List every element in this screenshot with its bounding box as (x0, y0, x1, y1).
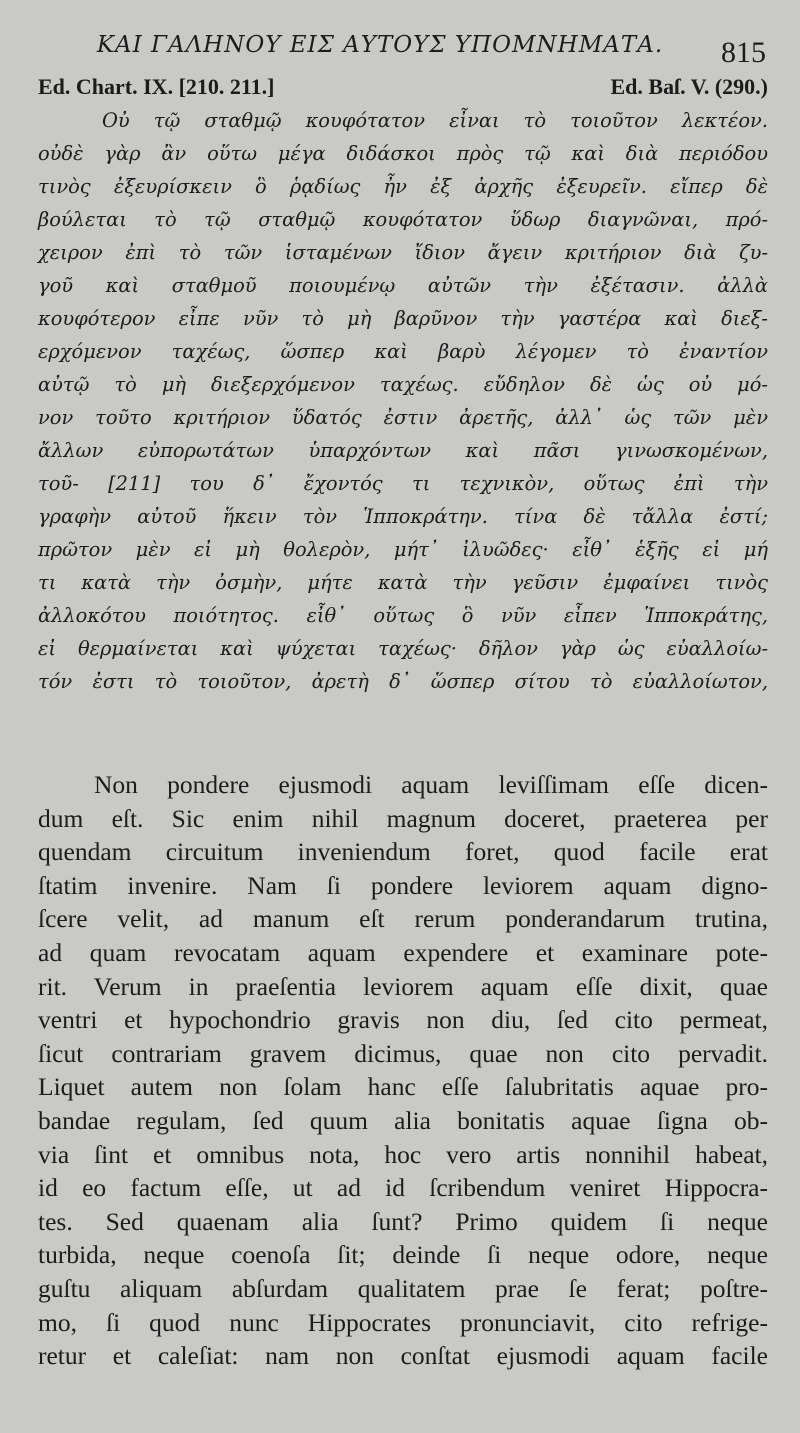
text-line: οὐδὲ γὰρ ἂν οὕτω μέγα διδάσκοι πρὸς τῷ καὶ διὰ περιόδου (38, 142, 768, 165)
text-line: γοῦ καὶ σταθμοῦ ποιουμένῳ αὐτῶν τὴν ἐξέτασιν. ἀλλὰ (38, 274, 768, 297)
text-line: ερχόμενον ταχέως, ὥσπερ καὶ βαρὺ λέγομεν τὸ ἐναντίον (38, 340, 768, 363)
text-line: ſtatim invenire. Nam ſi pondere leviorem aquam digno- (38, 870, 768, 900)
page-number: 815 (721, 36, 766, 69)
text-line: ἀλλοκότου ποιότητος. εἶθ᾽ οὕτως ὃ νῦν εἶπεν Ἱπποκράτης, (38, 604, 768, 627)
text-line: id eo factum eſſe, ut ad id ſcribendum veniret Hippocra- (38, 1173, 768, 1203)
text-line: τόν ἐστι τὸ τοιοῦτον, ἀρετὴ δ᾽ ὥσπερ σίτου τὸ εὐαλλοίωτον, (38, 670, 768, 693)
text-line: dum eſt. Sic enim nihil magnum doceret, praeterea per (38, 803, 768, 833)
text-line: rit. Verum in praeſentia leviorem aquam eſſe dixit, quae (38, 971, 768, 1001)
text-line: πρῶτον μὲν εἰ μὴ θολερὸν, μήτ᾽ ἰλυῶδες· εἶθ᾽ ἑξῆς εἰ μή (38, 538, 768, 561)
text-line: mo, ſi quod nunc Hippocrates pronunciavit, cito refrige- (38, 1307, 768, 1337)
text-line: τινὸς ἐξευρίσκειν ὃ ῥᾳδίως ἦν ἐξ ἀρχῆς ἐξευρεῖν. εἴπερ δὲ (38, 175, 768, 198)
text-line: βούλεται τὸ τῷ σταθμῷ κουφότατον ὕδωρ διαγνῶναι, πρό- (38, 208, 768, 231)
text-line: bandae regulam, ſed quum alia bonitatis aquae ſigna ob- (38, 1105, 768, 1135)
text-line: Non pondere ejusmodi aquam leviſſimam eſſe dicen- (94, 770, 768, 799)
text-line: χειρον ἐπὶ τὸ τῶν ἱσταμένων ἴδιον ἄγειν κριτήριον διὰ ζυ- (38, 241, 768, 264)
text-line: τοῦ- [211] του δ᾽ ἔχοντός τι τεχνικὸν, οὕτως ἐπὶ τὴν (38, 472, 768, 495)
text-line: αὐτῷ τὸ μὴ διεξερχόμενον ταχέως. εὔδηλον δὲ ὡς οὐ μό- (38, 373, 768, 396)
text-line: via ſint et omnibus nota, hoc vero artis nonnihil habeat, (38, 1139, 768, 1169)
text-line: γραφὴν αὐτοῦ ἥκειν τὸν Ἱπποκράτην. τίνα δὲ τἄλλα ἐστί; (38, 505, 768, 528)
greek-text-block (38, 104, 768, 698)
text-line: guſtu aliquam abſurdam qualitatem prae ſe ferat; poſtre- (38, 1273, 768, 1303)
text-line: ad quam revocatam aquam expendere et examinare pote- (38, 937, 768, 967)
text-line: quendam circuitum inveniendum foret, quod facile erat (38, 837, 768, 867)
running-title: ΚΑΙ ΓΑΛΗΝΟΥ ΕΙΣ ΑΥΤΟΥΣ ΥΠΟΜΝΗΜΑΤΑ. (96, 32, 664, 58)
text-line: ἄλλων εὐπορωτάτων ὑπαρχόντων καὶ πᾶσι γινωσκομένων, (38, 439, 768, 462)
text-line: κουφότερον εἶπε νῦν τὸ μὴ βαρῦνον τὴν γαστέρα καὶ διεξ- (38, 307, 768, 330)
latin-translation-block (38, 768, 768, 1373)
text-line: νον τοῦτο κριτήριον ὕδατός ἐστιν ἀρετῆς, ἀλλ᾽ ὡς τῶν μὲν (38, 406, 768, 429)
text-line: ſcere velit, ad manum eſt rerum ponderandarum trutina, (38, 904, 768, 934)
text-line: ſicut contrariam gravem dicimus, quae non cito pervadit. (38, 1038, 768, 1068)
text-line: turbida, neque coenoſa ſit; deinde ſi neque odore, neque (38, 1240, 768, 1270)
text-line: Liquet autem non ſolam hanc eſſe ſalubritatis aquae pro- (38, 1072, 768, 1102)
text-line: ventri et hypochondrio gravis non diu, ſed cito permeat, (38, 1005, 768, 1035)
text-line: retur et caleſiat: nam non conſtat ejusmodi aquam facile (38, 1341, 768, 1371)
edition-reference-left: Ed. Chart. IX. [210. 211.] (38, 74, 275, 99)
edition-reference-right: Ed. Baſ. V. (290.) (610, 74, 768, 99)
text-line: tes. Sed quaenam alia ſunt? Primo quidem ſi neque (38, 1206, 768, 1236)
text-line: τι κατὰ τὴν ὀσμὴν, μήτε κατὰ τὴν γεῦσιν ἐμφαίνει τινὸς (38, 571, 768, 594)
text-line: Οὐ τῷ σταθμῷ κουφότατον εἶναι τὸ τοιοῦτον λεκτέον. (102, 109, 768, 132)
text-line: εἰ θερμαίνεται καὶ ψύχεται ταχέως· δῆλον γὰρ ὡς εὐαλλοίω- (38, 637, 768, 660)
